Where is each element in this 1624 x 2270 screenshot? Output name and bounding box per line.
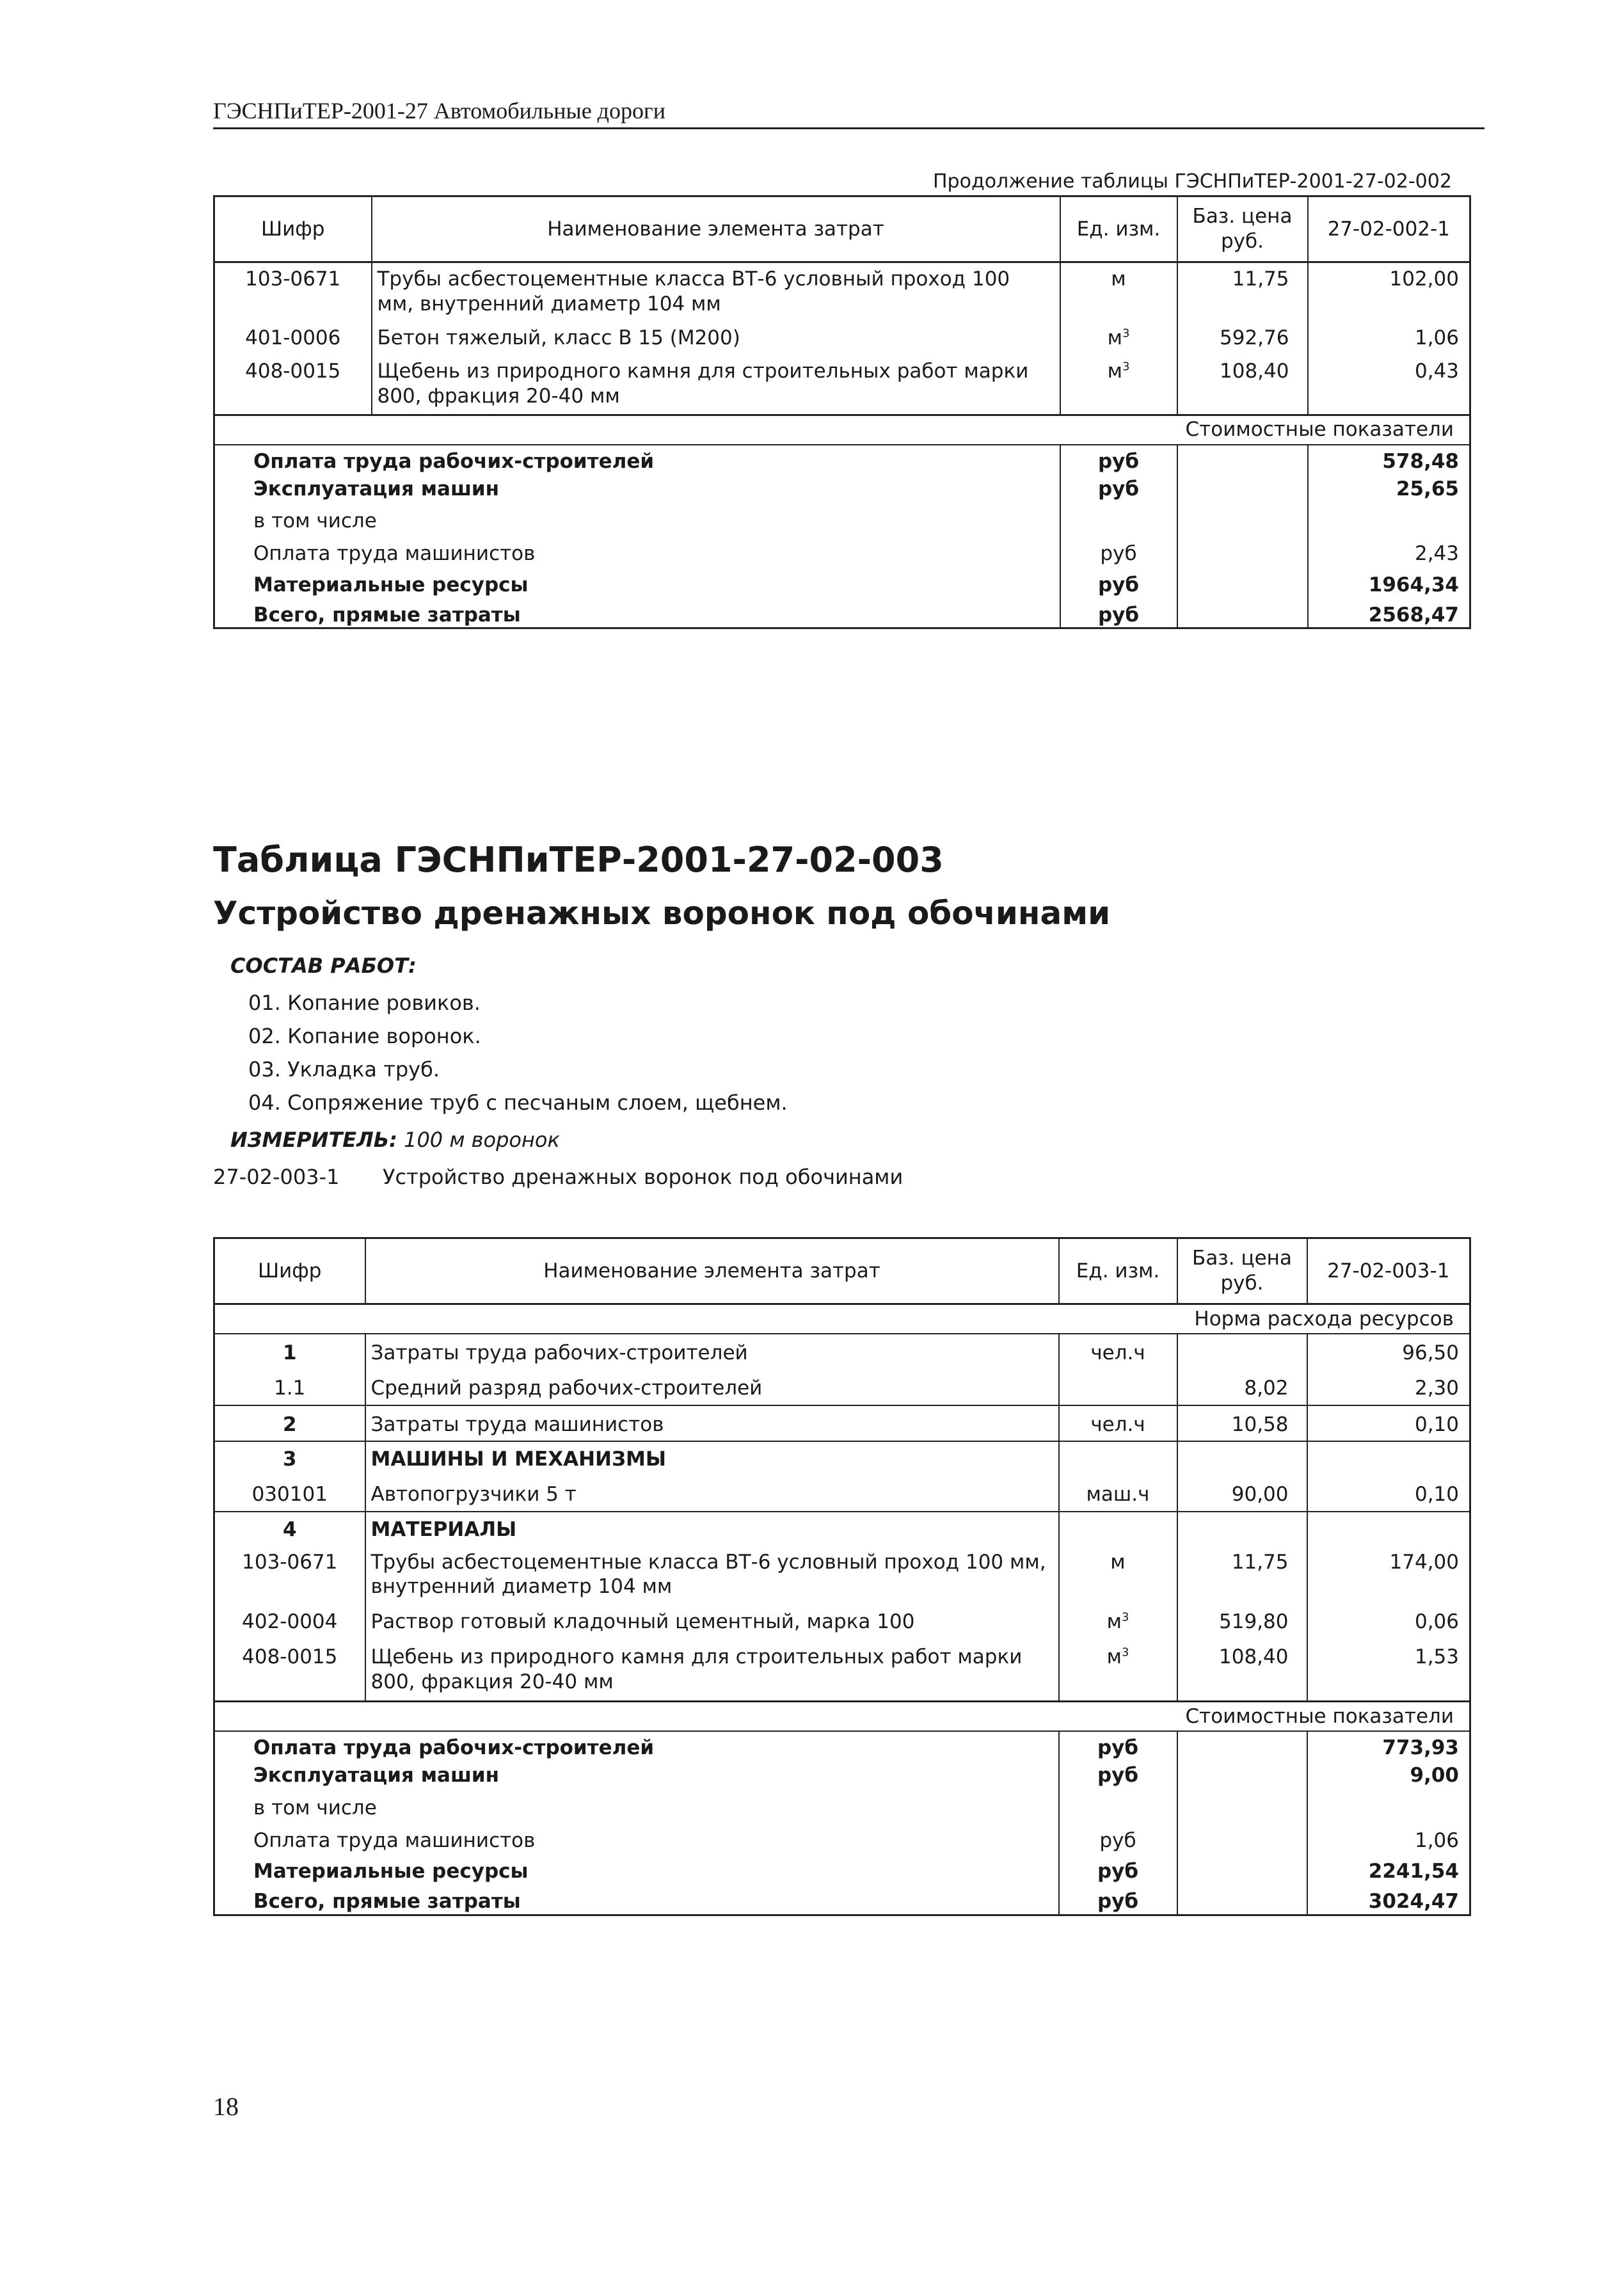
cost-value: 773,93 (1382, 1736, 1459, 1760)
table-row (214, 1512, 1470, 1542)
cost-unit: руб (1060, 566, 1177, 598)
cost-label: Оплата труда машинистов (214, 1821, 1059, 1853)
cost-value: 25,65 (1396, 477, 1459, 500)
row-value: 2,30 (1414, 1376, 1459, 1400)
row-value: 0,06 (1414, 1610, 1459, 1633)
row-price: 90,00 (1177, 1472, 1307, 1512)
cost-value: 2,43 (1414, 542, 1459, 565)
table-row (214, 1542, 1470, 1600)
cost-row (214, 566, 1470, 598)
running-header: ГЭСНПиТЕР-2001-27 Автомобильные дороги (213, 98, 666, 124)
section-title: Устройство дренажных воронок под обочинами (213, 895, 1111, 932)
measure-label: ИЗМЕРИТЕЛЬ: (230, 1128, 397, 1152)
cost-label: Материальные ресурсы (214, 1853, 1059, 1884)
table-row (214, 1635, 1470, 1702)
cost-value: 1964,34 (1368, 573, 1459, 596)
cost-indicators-band (214, 415, 1470, 445)
row-price (1177, 1334, 1307, 1366)
cost-label: Оплата труда машинистов (214, 534, 1060, 566)
row-name: Затраты труда рабочих-строителей (365, 1334, 1059, 1366)
cost-table-27-02-003 (213, 1237, 1471, 1916)
row-unit: чел.ч (1059, 1334, 1177, 1366)
cost-value: 3024,47 (1368, 1890, 1459, 1913)
cost-label: Эксплуатация машин (214, 474, 1060, 502)
row-value: 102,00 (1389, 268, 1459, 291)
page-number: 18 (213, 2092, 239, 2121)
row-name: Трубы асбестоцементные класса ВТ-6 условный проход 100 мм, внутренний диаметр 104 мм (372, 262, 1060, 317)
row-name: Раствор готовый кладочный цементный, марка 100 (365, 1599, 1059, 1635)
row-name: Щебень из природного камня для строительных работ марки 800, фракция 20-40 мм (372, 350, 1060, 415)
row-value: 1,53 (1414, 1645, 1459, 1668)
cost-value: 2241,54 (1368, 1860, 1459, 1883)
row-code: 401-0006 (214, 317, 372, 351)
work-item: 03. Укладка труб. (248, 1057, 440, 1082)
cost-row (214, 1788, 1470, 1821)
row-price: 108,40 (1177, 1635, 1307, 1702)
cost-label: Всего, прямые затраты (214, 1884, 1059, 1915)
measure-value: 100 м воронок (404, 1128, 560, 1152)
row-code: 103-0671 (214, 1542, 365, 1600)
cost-row (214, 1731, 1470, 1761)
cost-unit: руб (1060, 598, 1177, 628)
row-value (1307, 1512, 1470, 1542)
row-name: Средний разряд рабочих-строителей (365, 1366, 1059, 1405)
cost-label: Эксплуатация машин (214, 1761, 1059, 1788)
row-code: 1.1 (214, 1366, 365, 1405)
cost-unit: руб (1059, 1761, 1177, 1788)
row-price: 592,76 (1177, 317, 1308, 351)
header-unit: Ед. изм. (1059, 1238, 1177, 1304)
row-unit: $м^3$ (1059, 1599, 1177, 1635)
cost-unit: руб (1059, 1821, 1177, 1853)
cost-row (214, 534, 1470, 566)
cost-row (214, 445, 1470, 474)
cost-label: Всего, прямые затраты (214, 598, 1060, 628)
table-continuation-note: Продолжение таблицы ГЭСНПиТЕР-2001-27-02-002 (933, 170, 1452, 193)
cost-label: Оплата труда рабочих-строителей (214, 445, 1060, 474)
row-unit: маш.ч (1059, 1472, 1177, 1512)
row-price (1177, 1512, 1307, 1542)
norm-name: Устройство дренажных воронок под обочинами (383, 1165, 904, 1189)
table-row (214, 1472, 1470, 1512)
cost-row (214, 1821, 1470, 1853)
cost-unit (1059, 1788, 1177, 1821)
table-row (214, 350, 1470, 415)
work-item: 02. Копание воронок. (248, 1024, 481, 1048)
table-row (214, 1405, 1470, 1442)
works-label: СОСТАВ РАБОТ: (230, 954, 417, 978)
cost-label: в том числе (214, 501, 1060, 534)
row-name: МАТЕРИАЛЫ (365, 1512, 1059, 1542)
table-row (214, 317, 1470, 351)
norm-code: 27-02-003-1 (213, 1165, 340, 1189)
table-row (214, 1334, 1470, 1366)
resource-norm-band (214, 1304, 1470, 1334)
norm-line (213, 1165, 903, 1189)
cost-value (1307, 1788, 1470, 1821)
cost-row (214, 501, 1470, 534)
table-title: Таблица ГЭСНПиТЕР-2001-27-02-003 (213, 840, 944, 880)
cost-unit: руб (1060, 445, 1177, 474)
row-price: 519,80 (1177, 1599, 1307, 1635)
row-code: 402-0004 (214, 1599, 365, 1635)
row-name: Щебень из природного камня для строительных работ марки 800, фракция 20-40 мм (365, 1635, 1059, 1702)
cost-unit: руб (1059, 1853, 1177, 1884)
cost-label: в том числе (214, 1788, 1059, 1821)
row-code: 1 (214, 1334, 365, 1366)
cost-indicators-label: Стоимостные показатели (214, 1702, 1470, 1732)
table-row (214, 1441, 1470, 1472)
row-price: 108,40 (1177, 350, 1308, 415)
measure-line (230, 1128, 560, 1152)
cost-unit: руб (1059, 1884, 1177, 1915)
work-item: 01. Копание ровиков. (248, 991, 481, 1015)
header-price: Баз. цена руб. (1177, 196, 1308, 262)
cost-label: Материальные ресурсы (214, 566, 1060, 598)
work-item: 04. Сопряжение труб с песчаным слоем, щебнем. (248, 1091, 788, 1115)
row-code: 103-0671 (214, 262, 372, 317)
row-unit: $м^3$ (1059, 1635, 1177, 1702)
row-code: 4 (214, 1512, 365, 1542)
header-norm: 27-02-003-1 (1307, 1238, 1470, 1304)
row-value: 0,43 (1414, 360, 1459, 383)
cost-row (214, 474, 1470, 502)
header-name: Наименование элемента затрат (372, 196, 1060, 262)
row-unit: $м^3$ (1060, 350, 1177, 415)
header-unit: Ед. изм. (1060, 196, 1177, 262)
row-code: 2 (214, 1405, 365, 1442)
table-row (214, 1599, 1470, 1635)
row-price (1177, 1441, 1307, 1472)
row-name: Автопогрузчики 5 т (365, 1472, 1059, 1512)
table-header-row (214, 196, 1470, 262)
header-norm: 27-02-002-1 (1308, 196, 1470, 262)
cost-unit (1060, 501, 1177, 534)
cost-row (214, 1853, 1470, 1884)
row-unit: м (1060, 262, 1177, 317)
row-value: 0,10 (1414, 1483, 1459, 1506)
row-unit (1059, 1366, 1177, 1405)
cost-table-27-02-002 (213, 195, 1471, 629)
cost-value: 1,06 (1414, 1828, 1459, 1852)
row-unit: $м^3$ (1060, 317, 1177, 351)
row-value: 1,06 (1414, 326, 1459, 349)
resource-norm-label: Норма расхода ресурсов (214, 1304, 1470, 1334)
row-value (1307, 1441, 1470, 1472)
cost-row (214, 1761, 1470, 1788)
cost-indicators-band (214, 1702, 1470, 1732)
row-value: 174,00 (1389, 1550, 1459, 1574)
cost-row (214, 1884, 1470, 1915)
cost-indicators-label: Стоимостные показатели (214, 415, 1470, 445)
header-rule (213, 127, 1485, 129)
row-name: Затраты труда машинистов (365, 1405, 1059, 1442)
row-price: 11,75 (1177, 1542, 1307, 1600)
row-price: 11,75 (1177, 262, 1308, 317)
cost-unit: руб (1060, 474, 1177, 502)
row-price: 8,02 (1177, 1366, 1307, 1405)
row-code: 408-0015 (214, 350, 372, 415)
row-price: 10,58 (1177, 1405, 1307, 1442)
cost-unit: руб (1059, 1731, 1177, 1761)
row-value: 96,50 (1402, 1341, 1459, 1364)
cost-row (214, 598, 1470, 628)
cost-value: 9,00 (1410, 1764, 1459, 1787)
table-row (214, 262, 1470, 317)
row-unit: чел.ч (1059, 1405, 1177, 1442)
row-unit (1059, 1441, 1177, 1472)
row-name: Бетон тяжелый, класс В 15 (М200) (372, 317, 1060, 351)
cost-unit: руб (1060, 534, 1177, 566)
row-unit (1059, 1512, 1177, 1542)
cost-label: Оплата труда рабочих-строителей (214, 1731, 1059, 1761)
cost-value: 2568,47 (1368, 603, 1459, 627)
cost-value (1308, 501, 1470, 534)
header-price: Баз. цена руб. (1177, 1238, 1307, 1304)
row-name: МАШИНЫ И МЕХАНИЗМЫ (365, 1441, 1059, 1472)
table-row (214, 1366, 1470, 1405)
row-code: 3 (214, 1441, 365, 1472)
row-code: 408-0015 (214, 1635, 365, 1702)
header-code: Шифр (214, 196, 372, 262)
row-name: Трубы асбестоцементные класса ВТ-6 условный проход 100 мм, внутренний диаметр 104 мм (365, 1542, 1059, 1600)
header-code: Шифр (214, 1238, 365, 1304)
row-code: 030101 (214, 1472, 365, 1512)
row-unit: м (1059, 1542, 1177, 1600)
table-header-row (214, 1238, 1470, 1304)
cost-value: 578,48 (1382, 449, 1459, 473)
row-value: 0,10 (1307, 1405, 1470, 1442)
header-name: Наименование элемента затрат (365, 1238, 1059, 1304)
